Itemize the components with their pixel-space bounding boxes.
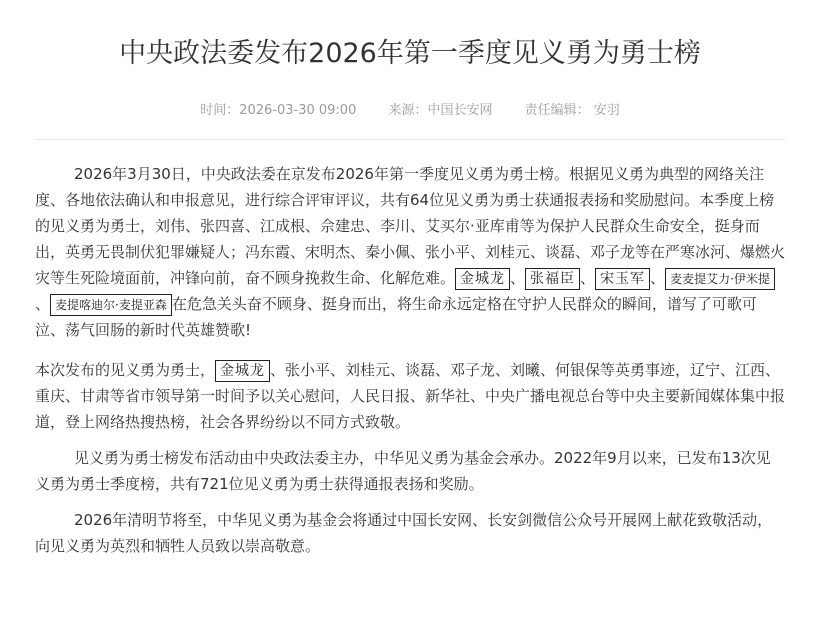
separator: 、 xyxy=(650,269,666,287)
source-link[interactable]: 来源：中国长安网 xyxy=(388,103,493,118)
separator: 、 xyxy=(510,269,526,287)
paragraph-3: 见义勇为勇士榜发布活动由中央政法委主办，中华见义勇为基金会承办。2022年9月以来，已发布13次见义勇为勇士季度榜，共有721位见义勇为勇士获得通报表扬和奖励。 xyxy=(35,449,771,493)
name-stamp-3: 宋玉军 xyxy=(595,268,650,290)
name-stamp-5: 麦提喀迪尔·麦提亚森 xyxy=(50,294,172,316)
article xyxy=(35,0,785,559)
article-meta xyxy=(35,102,785,120)
name-stamp-4: 麦麦提艾力·伊米提 xyxy=(665,268,775,290)
paragraph-2-lead: 本次发布的见义勇为勇士， xyxy=(35,361,216,379)
name-stamp-6: 金城龙 xyxy=(215,360,270,382)
separator: 、 xyxy=(35,295,51,313)
name-stamp-1: 金城龙 xyxy=(455,268,510,290)
paragraph-1-text-end: 在危急关头奋不顾身、挺身而出，将生命永远定格在守护人民群众的瞬间，谱写了可歌可泣、荡气回肠的新时代英雄赞歌! xyxy=(35,295,757,339)
editor-info: 责任编辑： 安羽 xyxy=(524,103,620,118)
article-body xyxy=(35,140,785,559)
publish-time: 时间：2026-03-30 09:00 xyxy=(200,103,357,118)
paragraph-1-text: 2026年3月30日，中央政法委在京发布2026年第一季度见义勇为勇士榜。根据见义勇为典型的网络关注度、各地依法确认和申报意见，进行综合评审评议，共有64位见义勇为勇士获通报表扬和奖励慰问。本季度上榜的见义勇为勇士，刘伟、张四喜、江成根、佘建忠、李川、艾买尔·亚库甫等为保护人民群众生命安全，挺身而出，英勇无畏制伏犯罪嫌疑人；冯东霞、宋明杰、秦小佩、张小平、刘桂元、谈磊、邓子龙等在严寒冰河、爆燃火灾等生死险境面前，冲锋向前，奋不顾身挽救生命、化解危难。 xyxy=(35,165,786,287)
paragraph-2 xyxy=(35,357,785,435)
page-title: 中央政法委发布2026年第一季度见义勇为勇士榜 xyxy=(119,38,701,69)
paragraph-4: 2026年清明节将至，中华见义勇为基金会将通过中国长安网、长安剑微信公众号开展网上献花致敬活动，向见义勇为英烈和牺牲人员致以崇高敬意。 xyxy=(35,511,773,555)
paragraph-2-text: 、张小平、刘桂元、谈磊、邓子龙、刘曦、何银保等英勇事迹，辽宁、江西、重庆、甘肃等省市领导第一时间予以关心慰问，人民日报、新华社、中央广播电视总台等中央主要新闻媒体集中报道，登上网络热搜热榜，社会各界纷纷以不同方式致敬。 xyxy=(35,361,786,431)
paragraph-1 xyxy=(35,161,785,343)
name-stamp-2: 张福臣 xyxy=(525,268,580,290)
separator: 、 xyxy=(580,269,596,287)
